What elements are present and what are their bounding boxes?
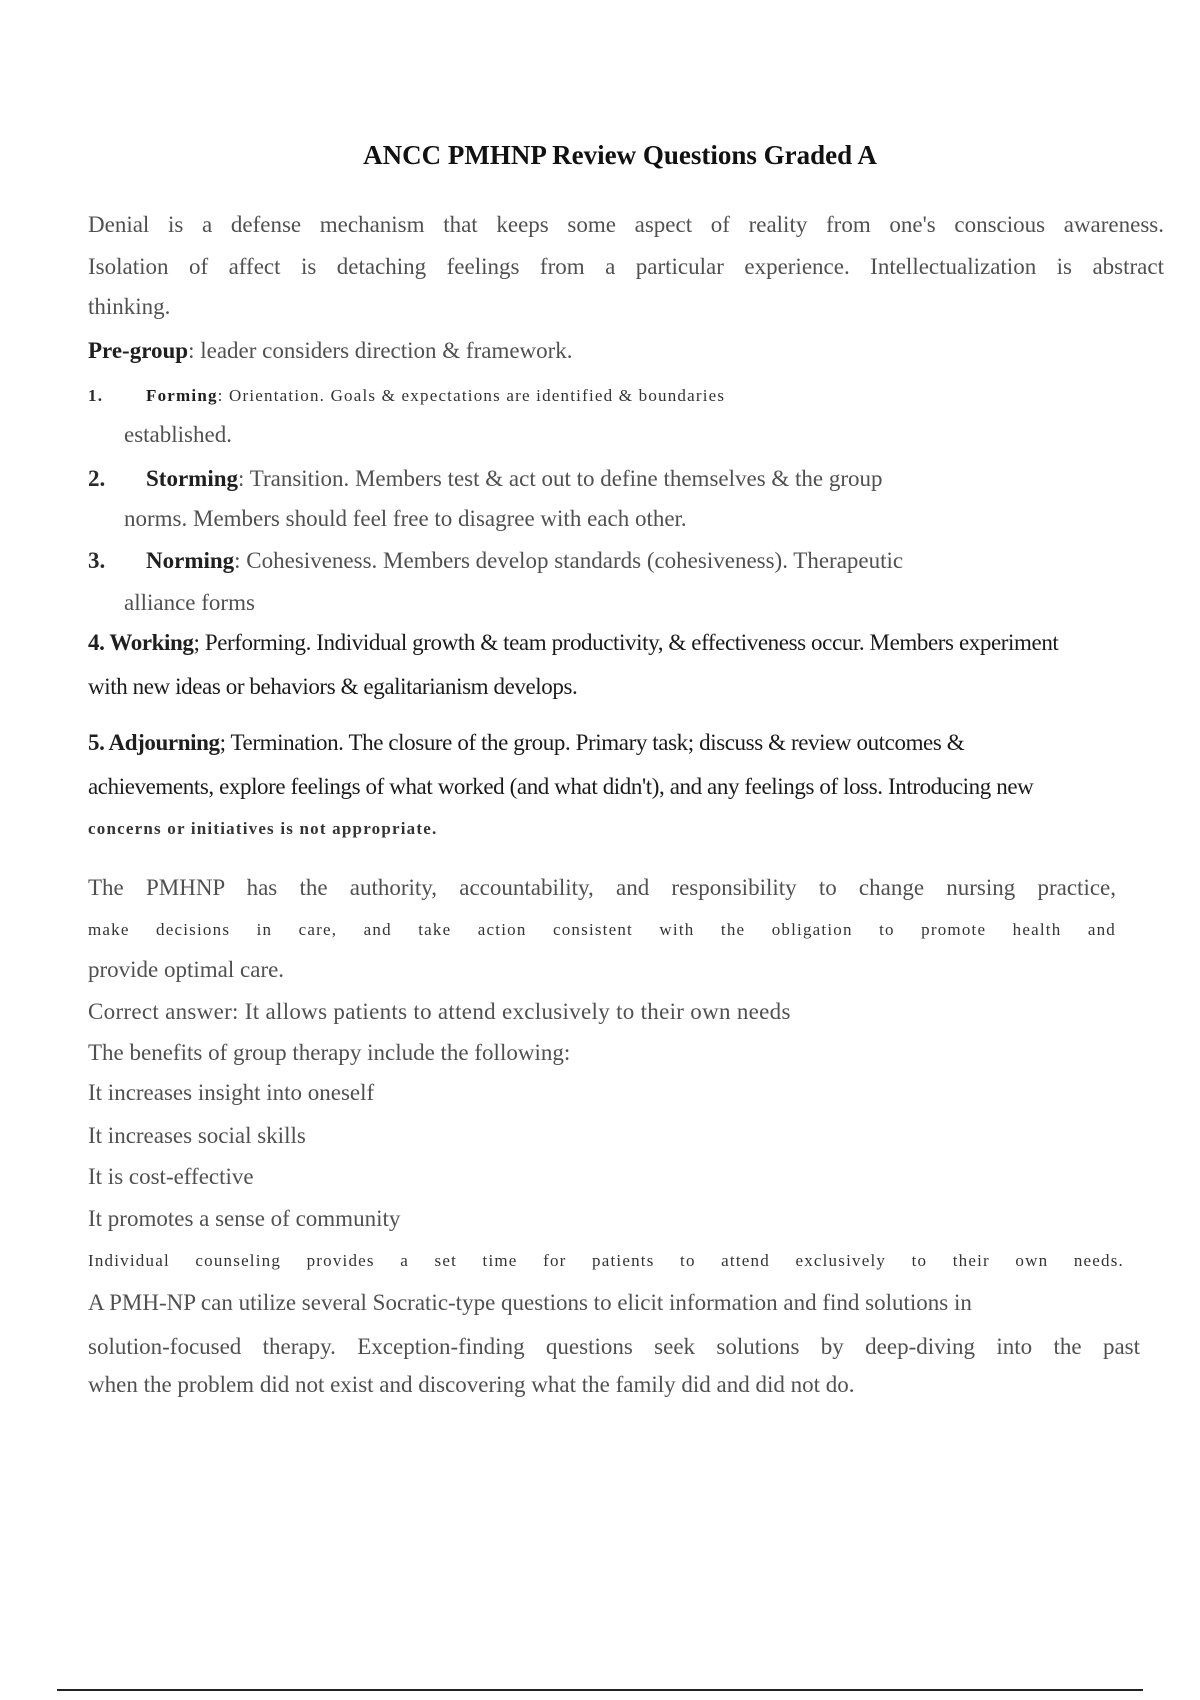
stage-text: : Transition. Members test & act out to define themselves & the group: [238, 466, 883, 491]
stage-text: ; Performing. Individual growth & team productivity, & effectiveness occur. Members experiment: [193, 630, 1059, 655]
stage-label: Norming: [146, 548, 235, 573]
stage-text: ; Termination. The closure of the group. Primary task; discuss & review outcomes &: [219, 730, 965, 755]
stage-label: Storming: [146, 466, 238, 491]
benefits-intro: The benefits of group therapy include the following:: [88, 1040, 571, 1065]
stage-text: : Cohesiveness. Members develop standards (cohesiveness). Therapeutic: [234, 548, 904, 573]
authority-line-1: The PMHNP has the authority, accountability, and responsibility to change nursing practice,: [88, 875, 1116, 900]
correct-answer: Correct answer: It allows patients to attend exclusively to their own needs: [88, 999, 791, 1024]
pregroup-label: Pre-group: [88, 338, 189, 363]
socratic-line-1: A PMH-NP can utilize several Socratic-type questions to elicit information and find solutions in: [88, 1290, 972, 1315]
stage-norming-line-2: alliance forms: [124, 590, 255, 615]
denial-line-2: Isolation of affect is detaching feelings from a particular experience. Intellectualization is abstract: [88, 254, 1164, 279]
footer-rule: [57, 1689, 1143, 1691]
socratic-line-3: when the problem did not exist and discovering what the family did and did not do.: [88, 1372, 855, 1397]
benefit-item: It increases social skills: [88, 1123, 306, 1148]
stage-label: 4. Working: [88, 630, 194, 655]
denial-line-3: thinking.: [88, 294, 171, 319]
pregroup-text: : leader considers direction & framework.: [188, 338, 573, 363]
stage-label: 5. Adjourning: [88, 730, 220, 755]
stage-adjourning-line-1: [88, 728, 964, 758]
benefit-item: It increases insight into oneself: [88, 1080, 375, 1105]
stage-forming-line-2: established.: [124, 422, 232, 447]
benefit-item: It is cost-effective: [88, 1164, 254, 1189]
authority-line-3: provide optimal care.: [88, 957, 285, 982]
stage-working-line-2: with new ideas or behaviors & egalitarianism develops.: [88, 674, 578, 699]
stage-adjourning-line-3: concerns or initiatives is not appropriate.: [88, 819, 438, 838]
benefit-item: It promotes a sense of community: [88, 1206, 401, 1231]
stage-forming-line-1: [88, 381, 725, 411]
stage-adjourning-line-2: achievements, explore feelings of what worked (and what didn't), and any feelings of loss. Introducing new: [88, 774, 1034, 799]
socratic-line-2: solution-focused therapy. Exception-finding questions seek solutions by deep-diving into the past: [88, 1334, 1140, 1359]
stage-number: 3.: [88, 548, 106, 573]
stage-storming-line-1: [88, 464, 883, 494]
pregroup-line: [88, 336, 573, 366]
stage-storming-line-2: norms. Members should feel free to disagree with each other.: [124, 506, 687, 531]
stage-norming-line-1: [88, 546, 903, 576]
individual-counseling: Individual counseling provides a set time for patients to attend exclusively to their own needs.: [88, 1251, 1124, 1270]
stage-number: 2.: [88, 466, 106, 491]
stage-label: Forming: [146, 386, 218, 405]
page-title: ANCC PMHNP Review Questions Graded A: [363, 140, 877, 170]
stage-text: : Orientation. Goals & expectations are identified & boundaries: [217, 386, 726, 405]
stage-working-line-1: [88, 628, 1058, 658]
authority-line-2: make decisions in care, and take action consistent with the obligation to promote health and: [88, 920, 1116, 939]
stage-number: 1.: [88, 386, 104, 405]
denial-line-1: Denial is a defense mechanism that keeps some aspect of reality from one's conscious awareness.: [88, 212, 1164, 237]
